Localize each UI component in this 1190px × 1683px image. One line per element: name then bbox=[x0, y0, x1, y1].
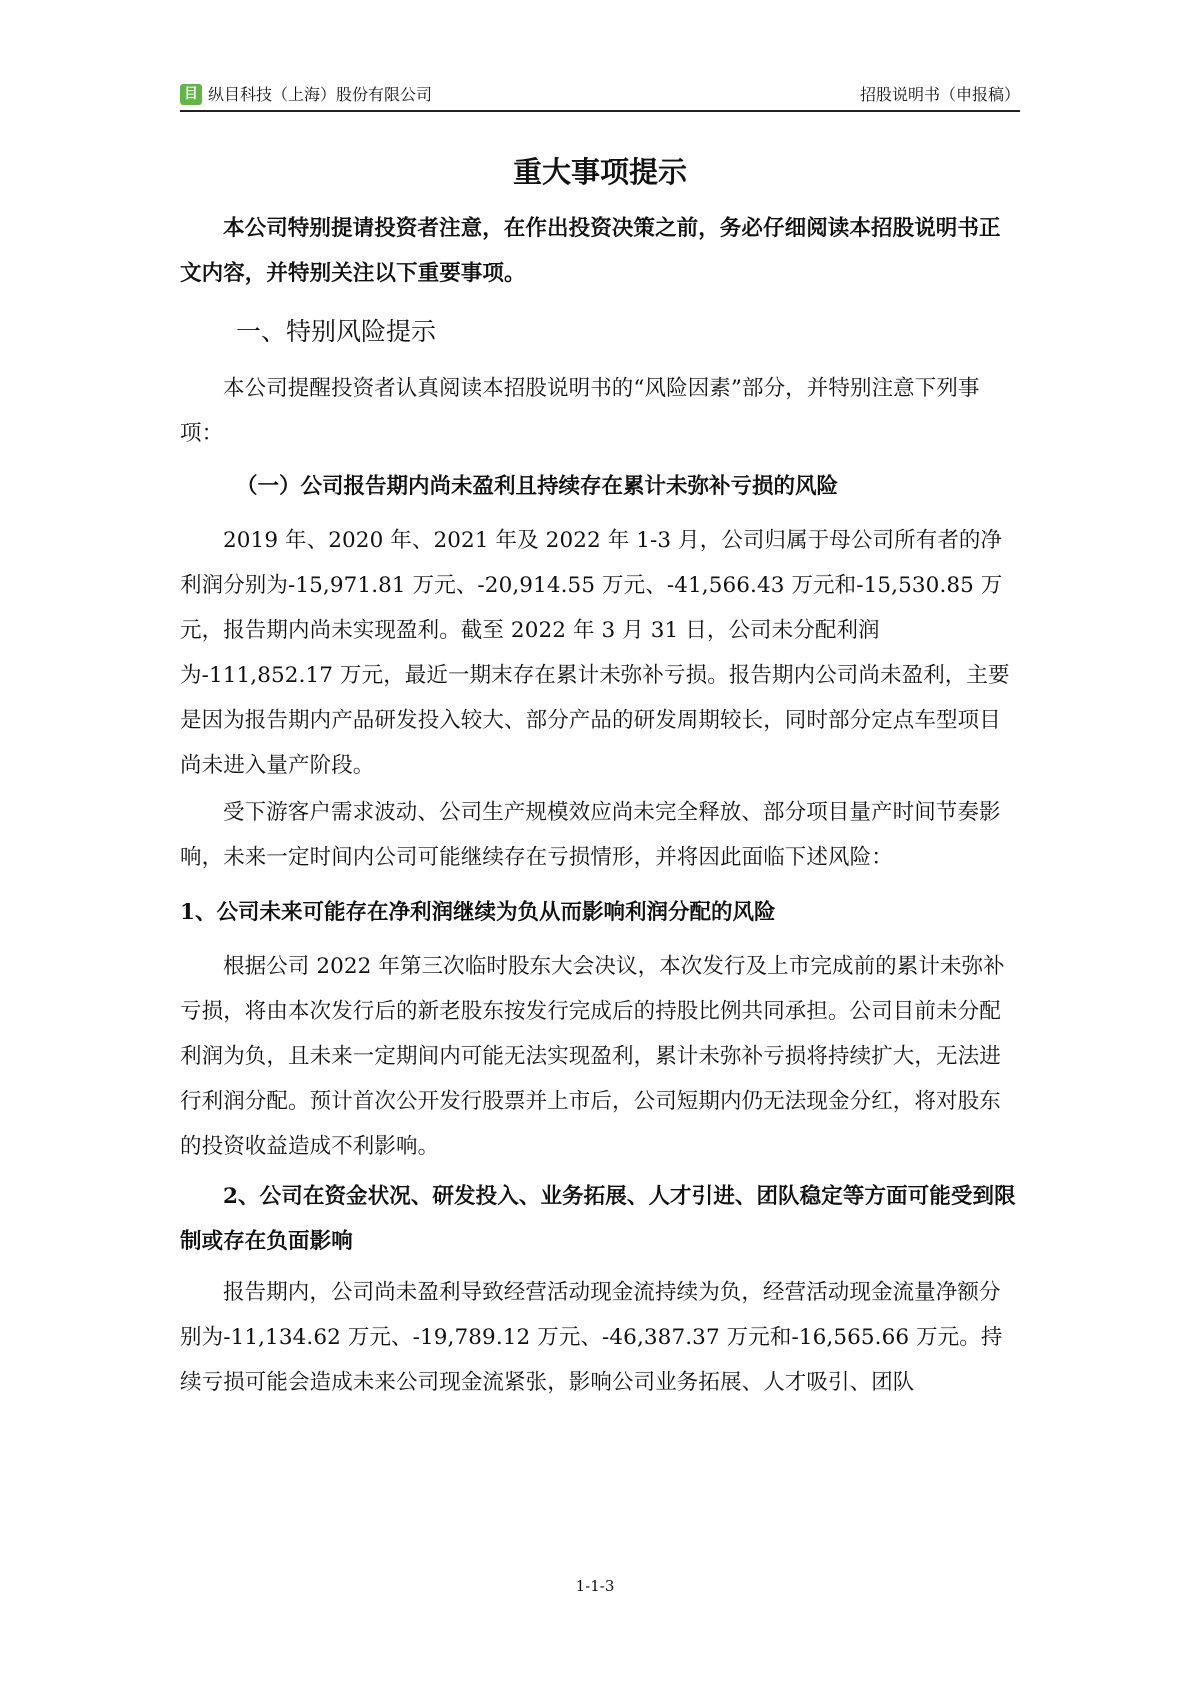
paragraph-profit-distribution: 根据公司 2022 年第三次临时股东大会决议，本次发行及上市完成前的累计未弥补亏损，将由本次发行后的新老股东按发行完成后的持股比例共同承担。公司目前未分配利润为负，且未来一定期间内可能无法实现盈利，累计未弥补亏损将持续扩大，无法进行利润分配。预计首次公开发行股票并上市后，公司短期内仍无法现金分红，将对股东的投资收益造成不利影响。 bbox=[180, 954, 1005, 1159]
page-number: 1-1-3 bbox=[575, 1577, 615, 1595]
risk-heading-constraints: 2、公司在资金状况、研发投入、业务拓展、人才引进、团队稳定等方面可能受到限制或存在负面影响 bbox=[180, 1184, 1016, 1254]
company-logo-icon: 目 bbox=[180, 84, 202, 105]
document-type: 招股说明书（申报稿） bbox=[859, 85, 1020, 104]
running-header bbox=[180, 84, 1020, 112]
risk-heading-profit-distribution: 1、公司未来可能存在净利润继续为负从而影响利润分配的风险 bbox=[180, 900, 776, 925]
subsection-heading-loss-risk: （一）公司报告期内尚未盈利且持续存在累计未弥补亏损的风险 bbox=[236, 474, 839, 499]
section-heading-special-risk: 一、特别风险提示 bbox=[236, 317, 437, 346]
paragraph-net-profit: 2019 年、2020 年、2021 年及 2022 年 1-3 月，公司归属于母公司所有者的净利润分别为-15,971.81 万元、-20,914.55 万元、-41,566.43 万元和-15,530.85 万元，报告期内尚未实现盈利。截至 2022 年 3 月 31 日，公司未分配利润为-111,852.17 万元，最近一期末存在累计未弥补亏损。报告期内公司尚未盈利，主要是因为报告期内产品研发投入较大、部分产品的研发周期较长，同时部分定点车型项目尚未进入量产阶段。 bbox=[180, 528, 1010, 778]
company-name: 纵目科技（上海）股份有限公司 bbox=[208, 85, 433, 104]
page-title: 重大事项提示 bbox=[512, 155, 687, 189]
paragraph-cash-flow: 报告期内，公司尚未盈利导致经营活动现金流持续为负，经营活动现金流量净额分别为-11,134.62 万元、-19,789.12 万元、-46,387.37 万元和-16,565.66 万元。持续亏损可能会造成未来公司现金流紧张，影响公司业务拓展、人才吸引、团队 bbox=[180, 1280, 1003, 1395]
paragraph-future-loss: 受下游客户需求波动、公司生产规模效应尚未完全释放、部分项目量产时间节奏影响，未来一定时间内公司可能继续存在亏损情形，并将因此面临下述风险： bbox=[180, 800, 1001, 870]
section-intro: 本公司提醒投资者认真阅读本招股说明书的“风险因素”部分，并特别注意下列事项： bbox=[180, 376, 980, 446]
investor-notice: 本公司特别提请投资者注意，在作出投资决策之前，务必仔细阅读本招股说明书正文内容，并特别关注以下重要事项。 bbox=[180, 216, 1001, 286]
